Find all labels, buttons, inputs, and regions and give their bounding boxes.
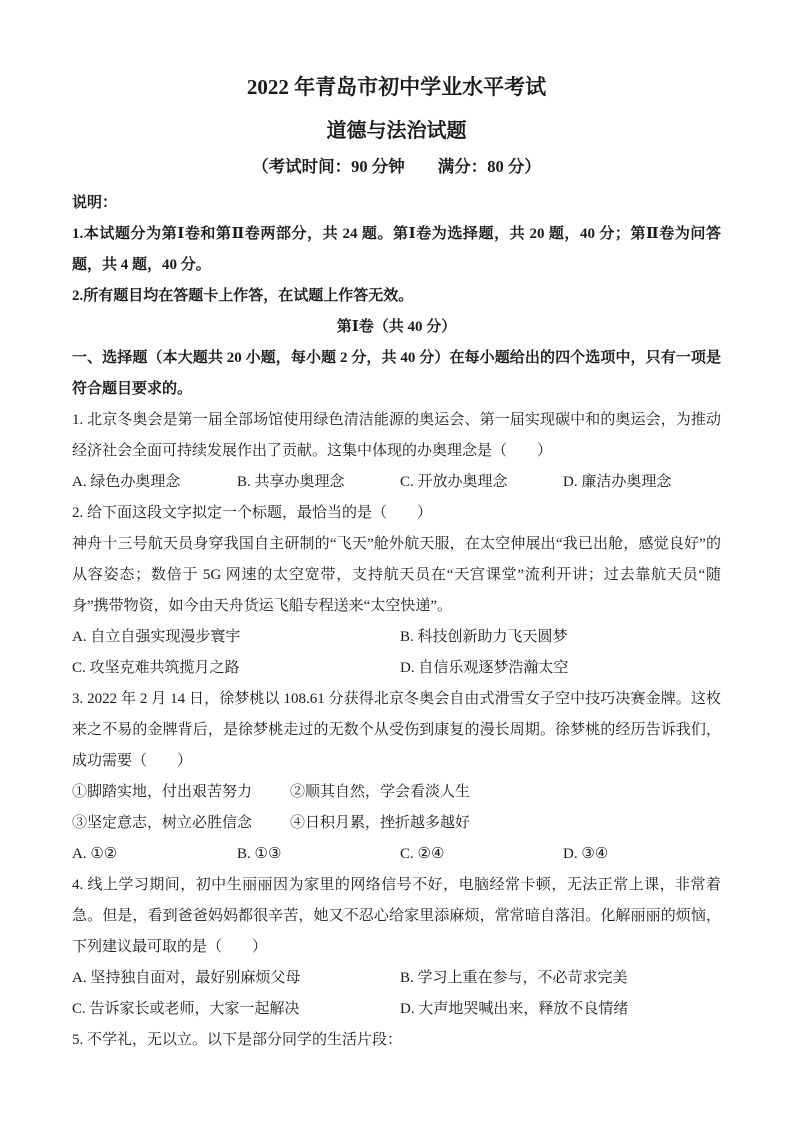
question-3-option-a: A. ①② [72,846,118,862]
question-1-option-b: B. 共享办奥理念 [237,474,345,490]
question-2-stem: 2. 给下面这段文字拟定一个标题，最恰当的是（ ） [72,505,433,521]
question-2-option-b: B. 科技创新助力飞天圆梦 [400,629,568,645]
question-2-option-c: C. 攻坚克难共筑揽月之路 [72,660,240,676]
question-1-option-a: A. 绿色办奥理念 [72,474,181,490]
exam-subtitle: 道德与法治试题 [326,120,467,142]
question-3-option-d: D. ③④ [563,846,609,862]
question-2-option-d: D. 自信乐观逐梦浩瀚太空 [400,660,569,676]
question-5-stem: 5. 不学礼，无以立。以下是部分同学的生活片段： [72,1032,403,1048]
question-1-options [72,467,721,498]
question-4-option-d: D. 大声地哭喊出来，释放不良情绪 [400,1001,629,1017]
question-3-stem: 3. 2022 年 2 月 14 日，徐梦桃以 108.61 分获得北京冬奥会自由式滑雪女子空中技巧决赛金牌。这枚来之不易的金牌背后，是徐梦桃走过的无数个从受伤到康复的漫长周期。徐梦桃的经历告诉我们，成功需要（ ） [72,691,721,769]
question-2-passage: 神舟十三号航天员身穿我国自主研制的“飞天”舱外航天服，在太空伸展出“我已出舱，感觉良好”的从容姿态；数倍于 5G 网速的太空宽带，支持航天员在“天宫课堂”流利开讲；过去靠航天员“随身”携带物资，如今由天舟货运飞船专程送来“太空快递”。 [72,536,721,614]
section-heading: 第Ⅰ卷（共 40 分） [336,319,457,335]
question-4-stem: 4. 线上学习期间，初中生丽丽因为家里的网络信号不好，电脑经常卡顿，无法正常上课，非常着急。但是，看到爸爸妈妈都很辛苦，她又不忍心给家里添麻烦，常常暗自落泪。化解丽丽的烦恼，下列建议最可取的是（ ） [72,877,721,955]
question-2-options [72,622,721,684]
question-4-option-b: B. 学习上重在参与，不必苛求完美 [400,970,628,986]
question-2-option-a: A. 自立自强实现漫步寰宇 [72,629,241,645]
question-4-option-c: C. 告诉家长或老师，大家一起解决 [72,1001,300,1017]
part-intro: 一、选择题（本大题共 20 小题，每小题 2 分，共 40 分）在每小题给出的四个选项中，只有一项是符合题目要求的。 [72,350,721,397]
notes-heading: 说明： [72,195,118,211]
question-3-item-1: ①脚踏实地，付出艰苦努力 [72,784,253,800]
page-title: 2022 年青岛市初中学业水平考试 [246,75,547,99]
note-item-2: 2.所有题目均在答题卡上作答，在试题上作答无效。 [72,288,414,304]
question-4-options [72,963,721,1025]
question-1-stem: 1. 北京冬奥会是第一届全部场馆使用绿色清洁能源的奥运会、第一届实现碳中和的奥运会，为推动经济社会全面可持续发展作出了贡献。这集中体现的办奥理念是（ ） [72,412,721,459]
exam-info: （考试时间：90 分钟 满分：80 分） [252,157,541,176]
question-3-option-c: C. ②④ [400,846,445,862]
question-3-option-b: B. ①③ [237,846,282,862]
question-3-options [72,839,721,870]
question-4-option-a: A. 坚持独自面对，最好别麻烦父母 [72,970,301,986]
question-1-option-c: C. 开放办奥理念 [400,474,508,490]
question-1-option-d: D. 廉洁办奥理念 [563,474,672,490]
question-3-items [72,777,721,839]
question-3-item-4: ④日积月累，挫折越多越好 [290,815,471,831]
note-item-1: 1.本试题分为第Ⅰ卷和第Ⅱ卷两部分，共 24 题。第Ⅰ卷为选择题，共 20 题，40 分；第Ⅱ卷为问答题，共 4 题，40 分。 [72,226,721,273]
question-3-item-2: ②顺其自然，学会看淡人生 [290,784,471,800]
question-3-item-3: ③坚定意志，树立必胜信念 [72,815,253,831]
